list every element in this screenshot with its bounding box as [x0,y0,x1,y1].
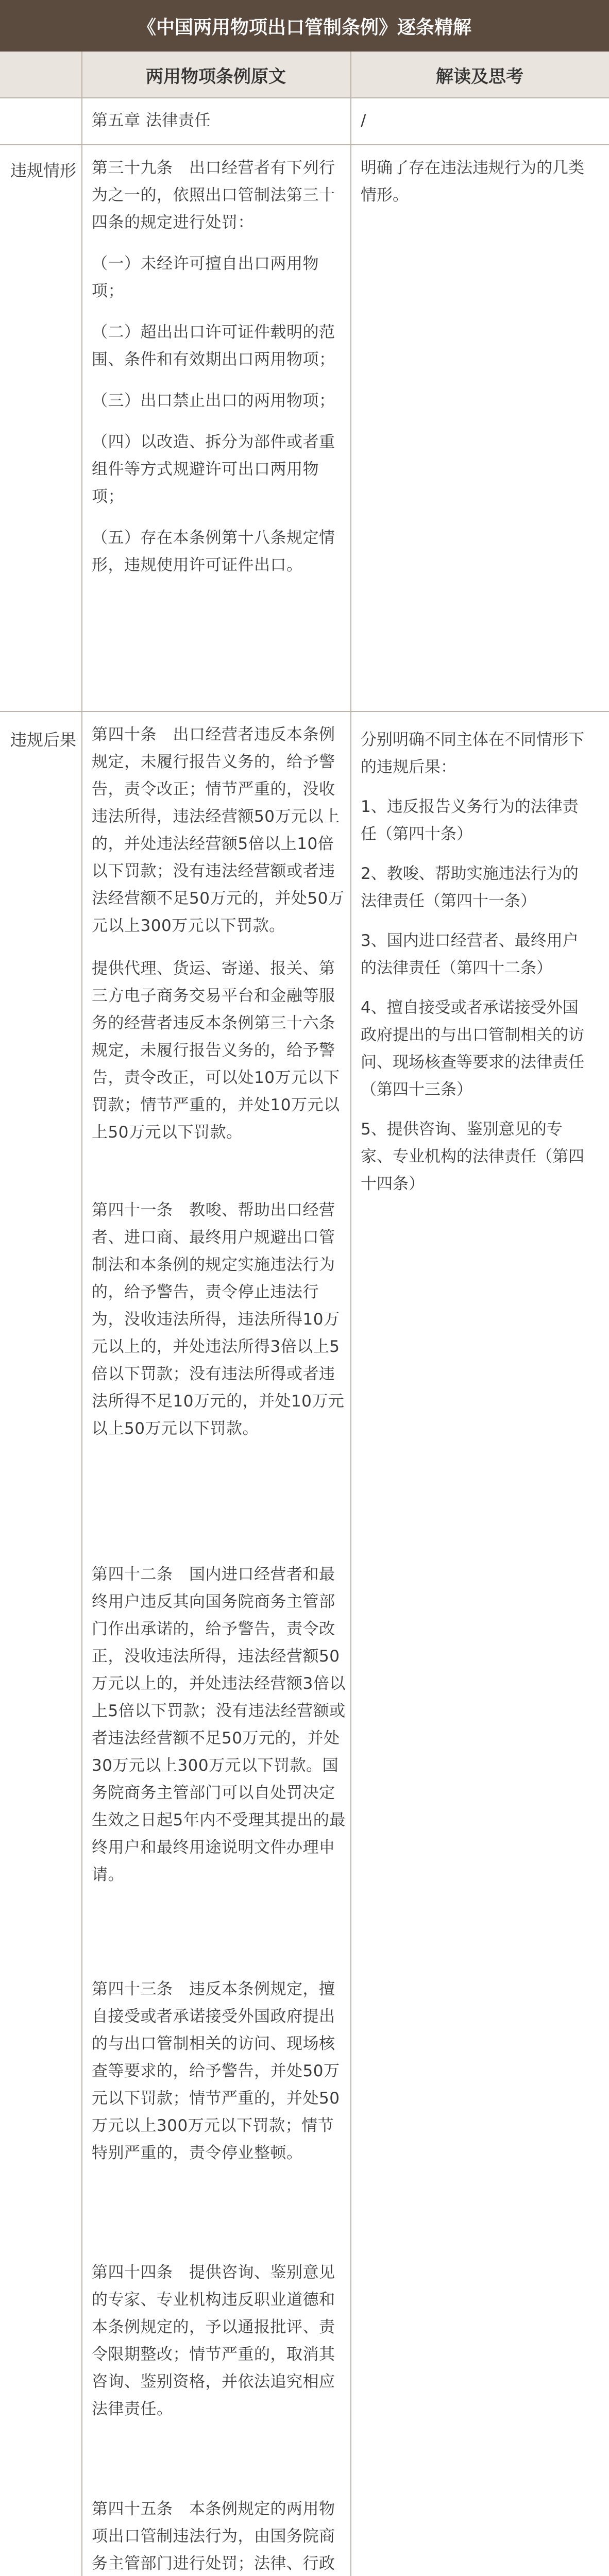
note-item: 3、国内进口经营者、最终用户的法律责任（第四十二条） [361,931,579,977]
page-title: 《中国两用物项出口管制条例》逐条精解 [0,0,609,52]
article-text: 第四十五条 本条例规定的两用物项出口管制违法行为，由国务院商务主管部门进行处罚；法律、行政 [92,2500,335,2573]
article-text: 第四十三条 违反本条例规定，擅自接受或者承诺接受外国政府提出的与出口管制相关的访问、现场核查等要求的，给予警告，并处50万元以下罚款；情节严重的，并处50万元以上300万元以下罚款；情节特别严重的，责令停业整顿。 [92,1980,340,2162]
divider [0,711,609,712]
article-text: 第四十条 出口经营者违反本条例规定，未履行报告义务的，给予警告，责令改正；情节严重的，没收违法所得，违法经营额50万元以上的，并处违法经营额5倍以上10倍以下罚款；没有违法经营额或者违法经营额不足50万元的，并处50万元以上300万元以下罚款。 [92,725,345,935]
divider [350,52,351,2576]
clause: （二）超出出口许可证件载明的范围、条件和有效期出口两用物项； [92,323,335,369]
article-text: 提供代理、货运、寄递、报关、第三方电子商务交易平台和金融等服务的经营者违反本条例第三十六条规定，未履行报告义务的，给予警告，责令改正，可以处10万元以下罚款；情节严重的，并处10万元以上50万元以下罚款。 [92,959,340,1142]
row-label-consequence: 违规后果 [10,730,77,750]
divider [0,97,609,98]
header-col1 [0,52,81,98]
divider [81,52,82,2576]
row-label-violation: 违规情形 [10,161,77,180]
note-intro: 分别明确不同主体在不同情形下的违规后果： [361,731,584,776]
note-item: 2、教唆、帮助实施违法行为的法律责任（第四十一条） [361,865,579,910]
article-45 [92,2496,346,2576]
article-41 [92,1197,346,1443]
clause: （三）出口禁止出口的两用物项； [92,392,335,410]
clause: （一）未经许可擅自出口两用物项； [92,255,319,300]
note-item: 5、提供咨询、鉴别意见的专家、专业机构的法律责任（第四十四条） [361,1120,584,1193]
article-text: 第四十一条 教唆、帮助出口经营者、进口商、最终用户规避出口管制法和本条例的规定实施违法行为的，给予警告，责令停止违法行为，没收违法所得，违法所得10万元以上的，并处违法所得3倍以上5倍以下罚款；没有违法所得或者违法所得不足10万元的，并处10万元以上50万元以下罚款。 [92,1201,345,1438]
note-item: 1、违反报告义务行为的法律责任（第四十条） [361,798,579,843]
chapter-heading: 第五章 法律责任 [92,111,211,130]
divider [0,144,609,145]
article-44 [92,2259,346,2423]
clause: 第三十九条 出口经营者有下列行为之一的，依照出口管制法第三十四条的规定进行处罚： [92,159,335,232]
note-text: 明确了存在违法违规行为的几类情形。 [361,159,584,205]
consequence-notes [361,726,587,1210]
article-43 [92,1976,346,2167]
header-col3: 解读及思考 [350,52,609,98]
note-item: 4、擅自接受或者承诺接受外国政府提出的与出口管制相关的访问、现场核查等要求的法律责任（第四十三条） [361,998,584,1099]
violation-text [92,155,346,593]
article-40-para2 [92,955,346,1146]
header-col2: 两用物项条例原文 [81,52,350,98]
article-text: 第四十四条 提供咨询、鉴别意见的专家、专业机构违反职业道德和本条例规定的，予以通报批评、责令限期整改；情节严重的，取消其咨询、鉴别资格，并依法追究相应法律责任。 [92,2263,335,2418]
chapter-note: / [361,111,366,130]
article-42 [92,1561,346,1889]
article-text: 第四十二条 国内进口经营者和最终用户违反其向国务院商务主管部门作出承诺的，给予警告，责令改正，没收违法所得，违法经营额50万元以上的，并处违法经营额3倍以上5倍以下罚款；没有违法经营额或者违法经营额不足50万元的，并处30万元以上300万元以下罚款。国务院商务主管部门可以自处罚决定生效之日起5年内不受理其提出的最终用户和最终用途说明文件办理申请。 [92,1565,346,1884]
violation-note [361,155,587,222]
clause: （五）存在本条例第十八条规定情形，违规使用许可证件出口。 [92,529,335,574]
article-40 [92,721,346,940]
clause: （四）以改造、拆分为部件或者重组件等方式规避许可出口两用物项； [92,433,335,506]
